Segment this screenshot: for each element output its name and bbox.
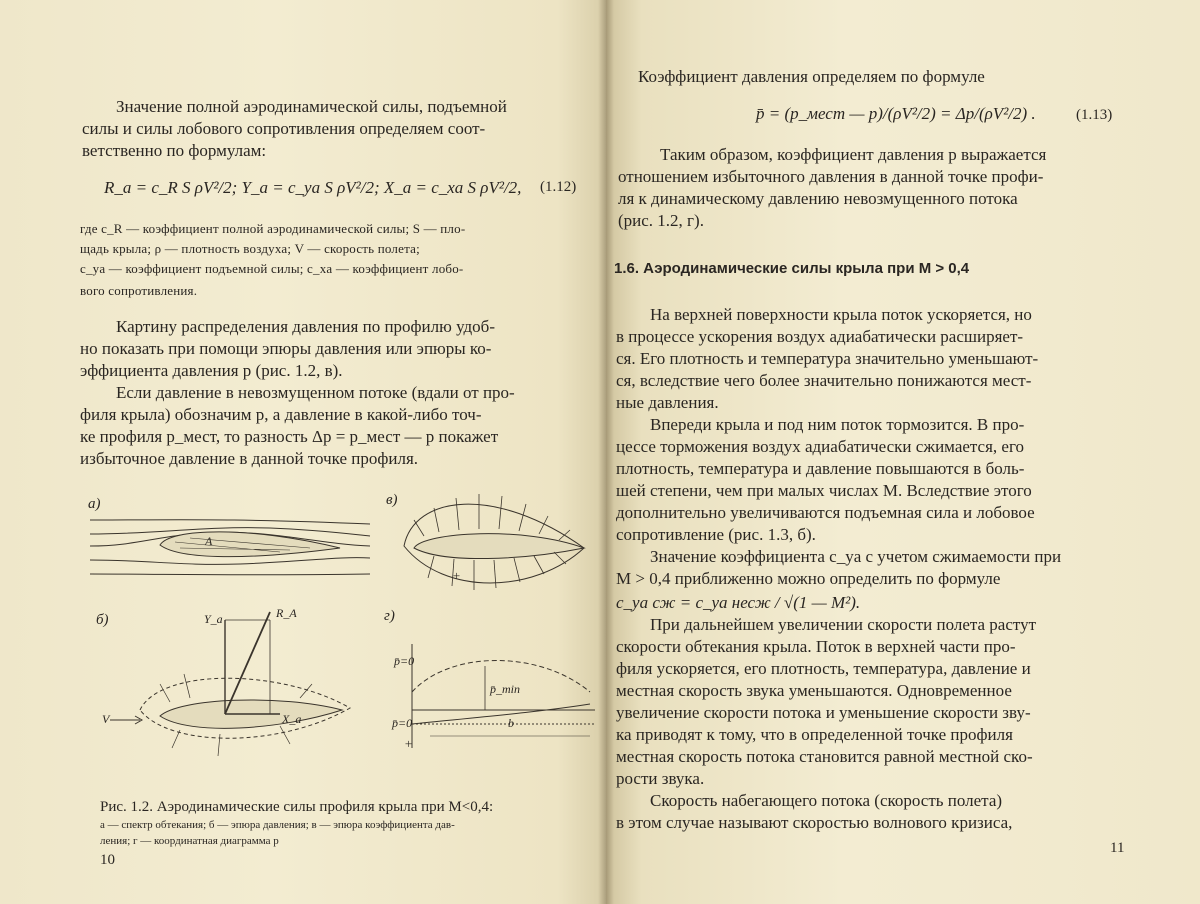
paragraph-line: Впереди крыла и под ним поток тормозится. В про- — [650, 415, 1025, 434]
label-Ya: Y_a — [204, 612, 223, 626]
paragraph-line: На верхней поверхности крыла поток ускоряется, но — [650, 305, 1032, 324]
figure-label-A: A — [205, 534, 213, 548]
paragraph-line: плотность, температура и давление повышаются в боль- — [616, 459, 1025, 478]
where-line: где c_R — коэффициент полной аэродинамической силы; S — пло- — [80, 221, 466, 236]
label-RA: R_A — [276, 606, 297, 620]
paragraph-line: ся, вследствие чего более значительно понижаются мест- — [616, 371, 1032, 390]
figure-caption-sub: ления; г — координатная диаграмма p — [100, 835, 279, 847]
paragraph-line: дополнительно увеличиваются подъемная сила и лобовое — [616, 503, 1035, 522]
paragraph-line: цессе торможения воздух адиабатически сжимается, его — [616, 437, 1024, 456]
figure-label-b: б) — [96, 612, 109, 628]
formula-cya: c_ya сж = c_ya несж / √(1 — M²). — [616, 593, 861, 612]
label-b: b — [508, 716, 514, 730]
figure-label-a: а) — [88, 496, 101, 512]
paragraph-line: отношением избыточного давления в данной точке профи- — [618, 167, 1044, 186]
plus-axis: + — [404, 736, 413, 751]
paragraph-line: филя крыла) обозначим p, а давление в какой-либо точ- — [80, 405, 482, 424]
formula-number: (1.12) — [540, 179, 577, 195]
paragraph-line: Картину распределения давления по профилю удоб- — [116, 317, 495, 336]
paragraph-line: ке профиля p_мест, то разность Δp = p_мест — p покажет — [80, 427, 499, 446]
paragraph-line: Значение коэффициента c_ya с учетом сжимаемости при — [650, 547, 1062, 566]
formula-1-13: p̄ = (p_мест — p)/(ρV²/2) = Δp/(ρV²/2) . — [756, 104, 1036, 123]
paragraph-line: эффициента давления p (рис. 1.2, в). — [80, 361, 343, 380]
paragraph-line: сопротивление (рис. 1.3, б). — [616, 525, 816, 544]
figure-caption: Рис. 1.2. Аэродинамические силы профиля крыла при M<0,4: — [100, 799, 494, 815]
paragraph-line: ные давления. — [616, 393, 719, 412]
section-heading: 1.6. Аэродинамические силы крыла при M > 0,4 — [614, 260, 970, 277]
page-number-left: 10 — [100, 852, 115, 868]
plus-sign: + — [452, 568, 461, 583]
paragraph-line: Таким образом, коэффициент давления p выражается — [660, 145, 1047, 164]
where-line: вого сопротивления. — [80, 283, 198, 298]
paragraph-line: Если давление в невозмущенном потоке (вдали от про- — [116, 383, 515, 402]
formula-1-12: R_a = c_R S ρV²/2; Y_a = c_ya S ρV²/2; X_a = c_xa S ρV²/2, — [104, 178, 522, 197]
pressure-distribution-diagram — [384, 486, 604, 604]
paragraph-line: филя ускоряется, его плотность, температура, давление и — [616, 659, 1031, 678]
formula-number: (1.13) — [1076, 107, 1113, 123]
paragraph-line: При дальнейшем увеличении скорости полета растут — [650, 615, 1037, 634]
label-V: V — [102, 712, 110, 726]
label-p0-top: p̄=0 — [394, 654, 415, 668]
where-line: c_ya — коэффициент подъемной силы; c_xa — коэффициент лобо- — [80, 261, 464, 276]
book-spine-shadow — [598, 0, 614, 904]
paragraph-line: шей степени, чем при малых числах M. Вследствие этого — [616, 481, 1032, 500]
label-Xa: X_a — [282, 712, 302, 726]
paragraph-line: рости звука. — [616, 769, 705, 788]
figure-caption-sub: а — спектр обтекания; б — эпюра давления; в — эпюра коэффициента дав- — [100, 819, 455, 831]
paragraph-line: ся. Его плотность и температура значительно уменьшают- — [616, 349, 1039, 368]
figure-label-v: в) — [386, 492, 398, 508]
paragraph-line: силы и силы лобового сопротивления определяем соот- — [82, 119, 486, 138]
paragraph-line: (рис. 1.2, г). — [618, 211, 704, 230]
figure-label-g: г) — [384, 608, 395, 624]
paragraph-line: в процессе ускорения воздух адиабатически расширяет- — [616, 327, 1024, 346]
label-pmin: p̄_min — [490, 682, 520, 696]
paragraph-line: M > 0,4 приближенно можно определить по формуле — [616, 569, 1001, 588]
paragraph-line: увеличение скорости потока и уменьшение скорости зву- — [616, 703, 1031, 722]
aerodynamic-forces-diagram — [80, 598, 380, 768]
flow-spectrum-diagram — [80, 490, 380, 590]
label-p0-bottom: p̄=0 — [392, 716, 413, 730]
paragraph-line: скорости обтекания крыла. Поток в верхней части про- — [616, 637, 1016, 656]
paragraph-line: местная скорость звука уменьшаются. Одновременное — [616, 681, 1012, 700]
paragraph-line: местная скорость потока становится равной местной ско- — [616, 747, 1033, 766]
paragraph-line: Скорость набегающего потока (скорость полета) — [650, 791, 1003, 810]
paragraph-line: ля к динамическому давлению невозмущенного потока — [618, 189, 1018, 208]
where-line: щадь крыла; ρ — плотность воздуха; V — скорость полета; — [80, 241, 420, 256]
right-page — [606, 0, 1200, 904]
paragraph-line: Значение полной аэродинамической силы, подъемной — [116, 97, 507, 116]
paragraph-line: ветственно по формулам: — [82, 141, 267, 160]
paragraph-line: но показать при помощи эпюры давления или эпюры ко- — [80, 339, 492, 358]
intro-line: Коэффициент давления определяем по формуле — [638, 67, 985, 86]
paragraph-line: в этом случае называют скоростью волнового кризиса, — [616, 813, 1013, 832]
page-number-right: 11 — [1110, 840, 1125, 856]
paragraph-line: ка приводят к тому, что в определенной точке профиля — [616, 725, 1013, 744]
paragraph-line: избыточное давление в данной точке профиля. — [80, 449, 419, 468]
